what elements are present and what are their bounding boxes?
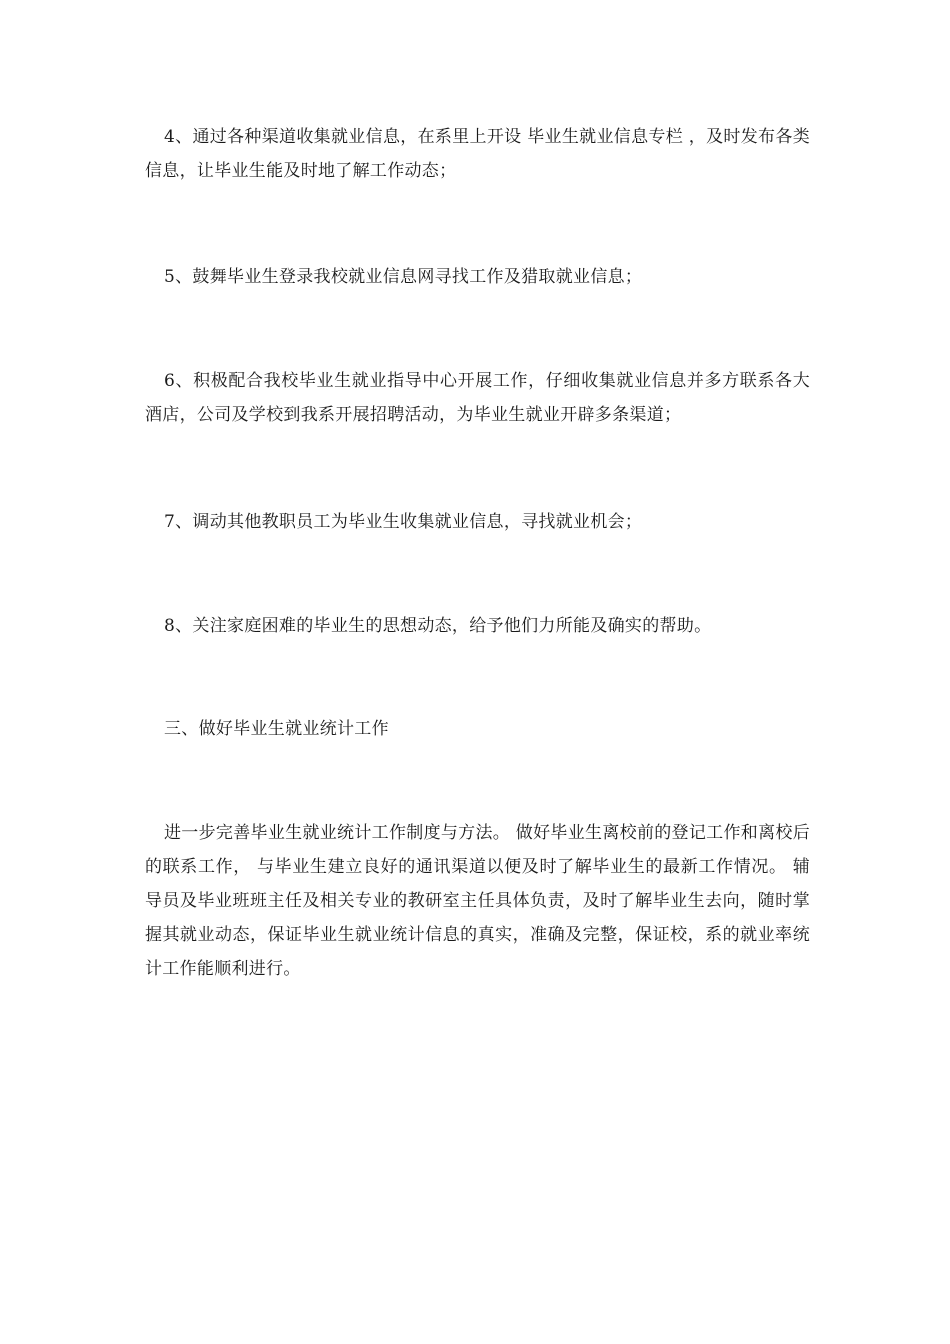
paragraph-item-8: 8、关注家庭困难的毕业生的思想动态，给予他们力所能及确实的帮助。 (164, 616, 712, 636)
paragraph-statistics: 进一步完善毕业生就业统计工作制度与方法。 做好毕业生离校前的登记工作和离校后的联系工作， 与毕业生建立良好的通讯渠道以便及时了解毕业生的最新工作情况。 辅导员及毕业班班主任及相关专业的教研室主任具体负责，及时了解毕业生去向，随时掌握其就业动态，保证毕业生就业统计信息的真实，准确及完整，保证校，系的就业率统计工作能顺利进行。 (145, 823, 810, 979)
paragraph-item-6: 6、积极配合我校毕业生就业指导中心开展工作，仔细收集就业信息并多方联系各大酒店，公司及学校到我系开展招聘活动，为毕业生就业开辟多条渠道； (145, 371, 810, 425)
paragraph-item-5: 5、鼓舞毕业生登录我校就业信息网寻找工作及猎取就业信息； (164, 267, 643, 287)
paragraph-item-7: 7、调动其他教职员工为毕业生收集就业信息，寻找就业机会； (164, 512, 643, 532)
paragraph-item-4: 4、通过各种渠道收集就业信息，在系里上开设 毕业生就业信息专栏 ，及时发布各类信息，让毕业生能及时地了解工作动态； (145, 127, 810, 181)
section-heading: 三、做好毕业生就业统计工作 (164, 719, 389, 739)
